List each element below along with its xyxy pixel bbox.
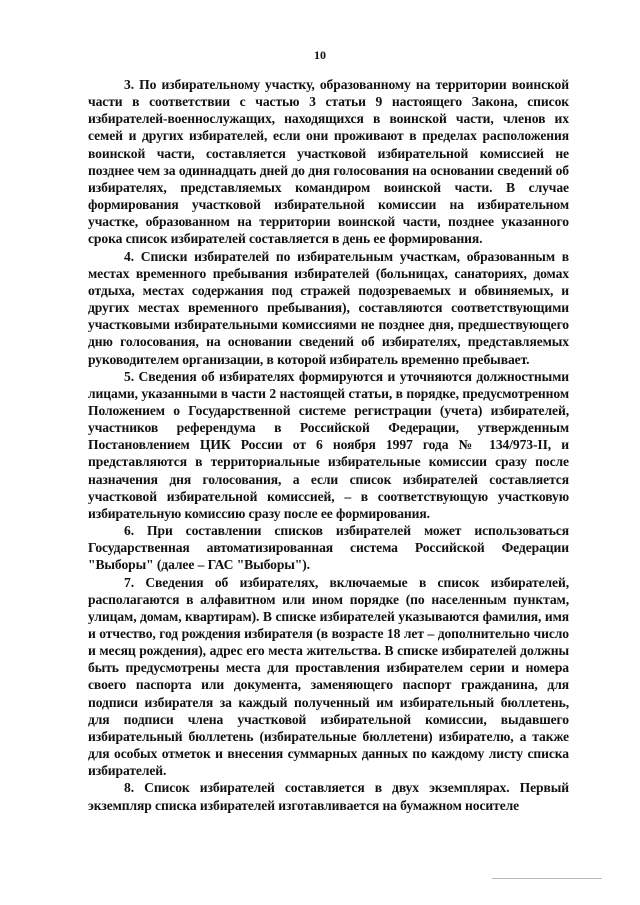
document-body bbox=[88, 76, 569, 814]
paragraph-4: 4. Списки избирателей по избирательным участкам, образованным в местах временного пребывания избирателей (больницах, санаториях, домах отдыха, местах содержания под стражей подозреваемых и обвиняемых, и других местах временного пребывания), составляются соответствующими участковыми избирательными комиссиями не позднее дня, предшествующего дню голосования, на основании сведений об избирателях, представляемых руководителем организации, в которой избиратель временно пребывает. bbox=[88, 248, 569, 367]
paragraph-3: 3. По избирательному участку, образованному на территории воинской части в соответствии с частью 3 статьи 9 настоящего Закона, список избирателей-военнослужащих, находящихся в воинской части, членов их семей и других избирателей, если они проживают в пределах расположения воинской части, составляется участковой избирательной комиссией не позднее чем за одиннадцать дней до дня голосования на основании сведений об избирателях, представляемых командиром воинской части. В случае формирования участковой избирательной комиссии на избирательном участке, образованном на территории воинской части, позднее указанного срока список избирателей составляется в день ее формирования. bbox=[88, 77, 569, 247]
paragraph-8: 8. Список избирателей составляется в двух экземплярах. Первый экземпляр списка избирателей изготавливается на бумажном носителе bbox=[88, 780, 569, 813]
page-number: 10 bbox=[314, 48, 326, 62]
paragraph-6: 6. При составлении списков избирателей может использоваться Государственная автоматизированная система Российской Федерации "Выборы" (далее – ГАС "Выборы"). bbox=[88, 523, 569, 573]
paragraph-5: 5. Сведения об избирателях формируются и уточняются должностными лицами, указанными в части 2 настоящей статьи, в порядке, предусмотренном Положением о Государственной системе регистрации (учета) избирателей, участников референдума в Российской Федерации, утвержденным Постановлением ЦИК России от 6 ноября 1997 года № 134/973-II, и представляются в территориальные избирательные комиссии сразу после назначения дня голосования, а если список избирателей составляется участковой избирательной комиссией, – в соответствующую участковую избирательную комиссию сразу после ее формирования. bbox=[88, 368, 569, 521]
paragraph-7: 7. Сведения об избирателях, включаемые в список избирателей, располагаются в алфавитном или ином порядке (по населенным пунктам, улицам, домам, квартирам). В списке избирателей указываются фамилия, имя и отчество, год рождения избирателя (в возрасте 18 лет – дополнительно число и месяц рождения), адрес его места жительства. В списке избирателей должны быть предусмотрены места для проставления избирателем серии и номера своего паспорта или документа, заменяющего паспорт гражданина, для подписи избирателя за каждый полученный им избирательный бюллетень, для подписи члена участковой избирательной комиссии, выдавшего избирательный бюллетень (избирательные бюллетени) избирателю, а также для особых отметок и внесения суммарных данных по каждому листу списка избирателей. bbox=[88, 574, 569, 779]
footer-rule bbox=[492, 878, 602, 879]
